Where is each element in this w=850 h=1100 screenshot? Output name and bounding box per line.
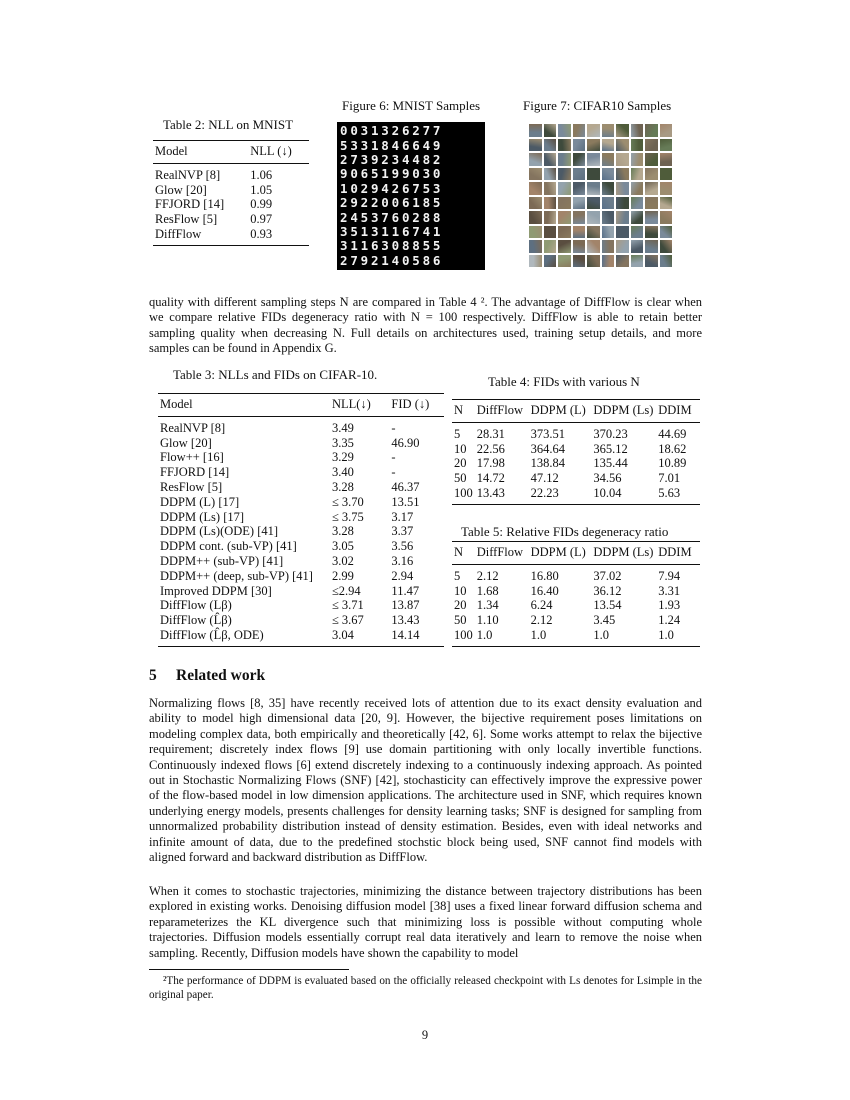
table-cell: 1.68	[476, 583, 499, 598]
table-cell: 3.49	[331, 420, 354, 435]
cifar-sample-tile	[631, 211, 644, 224]
table-cell: 13.43	[391, 613, 420, 628]
table-cell: 1.05	[250, 182, 273, 197]
cifar-sample-tile	[660, 182, 673, 195]
cifar-sample-tile	[587, 153, 600, 166]
table-cell: ≤ 3.75	[331, 509, 364, 524]
cifar-sample-tile	[631, 139, 644, 152]
table-cell: 1.0	[530, 627, 547, 642]
related-work-paragraph-2: When it comes to stochastic trajectories, minimizing the distance between trajectory distributions has been explored in existing works. Denoising diffusion model [38] uses a fixed linear forward diffusion schema and reparameterizes the KL divergence such that minimizing loss is possible without computing whole trajectories. Diffusion models essentially corrupt real data iteratively and learn to remove the noise when sampling. Recently, Diffusion models have shown the capability to model	[149, 884, 702, 960]
mnist-digit-row: 2922006185	[340, 195, 444, 211]
cifar-sample-tile	[616, 124, 629, 137]
figure6-caption: Figure 6: MNIST Samples	[342, 98, 481, 113]
table3-caption: Table 3: NLLs and FIDs on CIFAR-10.	[173, 367, 378, 382]
cifar-sample-tile	[544, 139, 557, 152]
cifar-sample-tile	[616, 255, 629, 268]
figure7-caption: Figure 7: CIFAR10 Samples	[523, 98, 672, 113]
mnist-digit-row: 3116308855	[340, 238, 444, 254]
cifar-sample-tile	[544, 124, 557, 137]
table-cell: 1.0	[476, 627, 493, 642]
table-cell: 5	[454, 568, 461, 583]
cifar-sample-tile	[587, 168, 600, 181]
table-cell: DiffFlow	[155, 226, 202, 241]
cifar-sample-tile	[660, 139, 673, 152]
table-row	[153, 197, 309, 212]
mnist-digit-row: 5331846649	[340, 137, 444, 153]
cifar-sample-tile	[529, 139, 542, 152]
cifar-sample-tile	[645, 182, 658, 195]
table-cell: DiffFlow (L̂β, ODE)	[160, 627, 264, 642]
cifar-sample-tile	[631, 168, 644, 181]
cifar-sample-tile	[631, 182, 644, 195]
cifar-sample-tile	[645, 139, 658, 152]
table-cell: DDPM++ (deep, sub-VP) [41]	[160, 568, 313, 583]
mnist-samples-image	[337, 122, 485, 270]
cifar-sample-tile	[631, 197, 644, 210]
section-title: Related work	[176, 667, 266, 684]
table-cell: 10	[454, 583, 467, 598]
cifar-sample-tile	[616, 226, 629, 239]
cifar-sample-tile	[660, 197, 673, 210]
table-cell: 1.0	[658, 627, 674, 642]
cifar-sample-tile	[529, 255, 542, 268]
table-cell: 36.12	[593, 583, 622, 598]
table-cell: 46.37	[391, 479, 420, 494]
related-work-paragraph-1: Normalizing flows [8, 35] have recently received lots of attention due to its exact density evaluation and ability to model high dimensional data [20, 9]. However, the bijective requirement poses limitations on modeling complex data, both empirically and theoretically [42, 6]. Some works attempt to relax the bijective requirement; discretely index flows [9] use domain partitioning with only locally invertible functions. Continuously indexed flows [6] extend discretely indexing to a continuously indexing approach. As pointed out in Stochastic Normalizing Flows (SNF) [42], stochasticity can effectively improve the expressive power of the flow-based model in low dimension applications. The architecture used in SNF, which requires known underlying energy models, presents challenges for density learning tasks; SNF is designed for sampling from unnormalized probability distribution instead of density estimation. Besides, even with ideal networks and infinite amount of data, due to the predefined stochstic block being used, SNF cannot find models with aligned forward and backward distribution as DiffFlow.	[149, 696, 702, 865]
cifar-sample-tile	[645, 226, 658, 239]
table-cell: 364.64	[530, 441, 565, 456]
mnist-digit-row: 3513116741	[340, 223, 444, 239]
table-row	[452, 442, 700, 457]
table-cell: 13.43	[476, 485, 505, 500]
cifar-sample-tile	[660, 168, 673, 181]
cifar-sample-tile	[645, 197, 658, 210]
cifar-sample-tile	[616, 168, 629, 181]
table-cell: 3.16	[391, 553, 414, 568]
table-cell: ResFlow [5]	[160, 479, 223, 494]
table-cell: 13.54	[593, 598, 622, 613]
cifar-sample-tile	[573, 226, 586, 239]
table-row	[158, 539, 444, 554]
table-row	[158, 584, 444, 599]
table-cell: 0.99	[250, 197, 273, 212]
cifar-sample-tile	[645, 255, 658, 268]
table-cell: Flow++ [16]	[160, 450, 224, 465]
cifar-sample-tile	[587, 182, 600, 195]
cifar-sample-tile	[573, 182, 586, 195]
table3-header-0: Model	[160, 397, 193, 411]
cifar-sample-tile	[587, 240, 600, 253]
table-cell: DDPM cont. (sub-VP) [41]	[160, 539, 297, 554]
table-cell: 22.23	[530, 485, 559, 500]
table-cell: 100	[454, 627, 473, 642]
cifar-sample-tile	[558, 153, 571, 166]
table-row	[153, 183, 309, 198]
table5-header-3: DDPM (Ls)	[593, 545, 654, 559]
cifar-sample-tile	[529, 240, 542, 253]
table4-header-3: DDPM (Ls)	[593, 403, 654, 417]
table-cell: 3.28	[331, 524, 354, 539]
cifar-sample-tile	[529, 124, 542, 137]
mnist-digit-row: 2453760288	[340, 209, 444, 225]
table-row	[158, 465, 444, 480]
cifar-sample-tile	[645, 240, 658, 253]
cifar-sample-tile	[616, 182, 629, 195]
cifar-sample-tile	[558, 255, 571, 268]
cifar-sample-tile	[573, 255, 586, 268]
table4-header-4: DDIM	[658, 403, 692, 417]
table-cell: Improved DDPM [30]	[160, 583, 272, 598]
table4-caption: Table 4: FIDs with various N	[488, 374, 640, 389]
table-cell: -	[391, 450, 396, 465]
cifar-sample-tile	[645, 168, 658, 181]
cifar-sample-tile	[544, 211, 557, 224]
table-cell: FFJORD [14]	[160, 465, 230, 480]
table-row	[158, 554, 444, 569]
table-row	[452, 422, 700, 441]
cifar-sample-tile	[631, 226, 644, 239]
table-cell: 50	[454, 613, 467, 628]
mnist-digit-row: 9065199030	[340, 166, 444, 182]
cifar-sample-tile	[602, 211, 615, 224]
table-cell: FFJORD [14]	[155, 197, 225, 212]
cifar-sample-tile	[544, 182, 557, 195]
cifar-sample-tile	[529, 153, 542, 166]
table-cell: 3.45	[593, 613, 616, 628]
cifar-sample-tile	[558, 197, 571, 210]
table-cell: ResFlow [5]	[155, 212, 218, 227]
cifar-sample-tile	[631, 153, 644, 166]
table-row	[452, 613, 700, 628]
table-row	[158, 416, 444, 435]
table-cell: DDPM++ (sub-VP) [41]	[160, 553, 284, 568]
cifar-sample-tile	[602, 226, 615, 239]
table3-header-2: FID (↓)	[391, 397, 430, 411]
cifar-sample-tile	[660, 211, 673, 224]
table3	[158, 393, 444, 647]
table4-header-0: N	[454, 403, 464, 417]
table-cell: 14.72	[476, 471, 505, 486]
cifar-sample-tile	[558, 226, 571, 239]
footnote: ²The performance of DDPM is evaluated based on the officially released checkpoint with Ls denotes for Lsimple in the original paper.	[149, 975, 702, 1001]
table5	[452, 541, 700, 647]
table-cell: DiffFlow (Lβ)	[160, 598, 232, 613]
table2-header-0: Model	[155, 144, 188, 158]
table-cell: 5.63	[658, 485, 681, 500]
table-row	[158, 450, 444, 465]
cifar-sample-tile	[602, 153, 615, 166]
table-row	[452, 471, 700, 486]
table3-header-1: NLL(↓)	[331, 397, 371, 411]
intro-paragraph: quality with different sampling steps N are compared in Table 4 ². The advantage of DiffFlow is clear when we compare relative FIDs degeneracy ratio with N = 100 respectively. DiffFlow is able to retain better sampling quality when decreasing N. Full details on architectures used, training setup details, and more samples can be found in Appendix G.	[149, 295, 702, 356]
table-row	[158, 569, 444, 584]
table-cell: 2.12	[476, 568, 499, 583]
cifar-sample-tile	[645, 153, 658, 166]
cifar-sample-tile	[573, 168, 586, 181]
table-cell: 14.14	[391, 627, 420, 642]
table-cell: 2.99	[331, 568, 354, 583]
cifar-sample-tile	[660, 124, 673, 137]
table-cell: 47.12	[530, 471, 559, 486]
table-cell: 10	[454, 441, 467, 456]
cifar-sample-tile	[587, 255, 600, 268]
table5-caption: Table 5: Relative FIDs degeneracy ratio	[461, 524, 669, 539]
cifar-sample-tile	[660, 255, 673, 268]
table-row	[153, 212, 309, 227]
cifar-sample-tile	[602, 240, 615, 253]
table-row	[158, 436, 444, 451]
table-cell: ≤ 3.67	[331, 613, 364, 628]
table-cell: 11.47	[391, 583, 420, 598]
cifar-sample-tile	[558, 182, 571, 195]
cifar-sample-tile	[573, 211, 586, 224]
table4-header-1: DiffFlow	[476, 403, 524, 417]
cifar-sample-tile	[602, 255, 615, 268]
table-cell: 365.12	[593, 441, 628, 456]
table-cell: 0.97	[250, 212, 273, 227]
table-cell: -	[391, 465, 396, 480]
table-row	[158, 613, 444, 628]
cifar-sample-tile	[558, 240, 571, 253]
table-cell: 2.94	[391, 568, 414, 583]
cifar-sample-tile	[660, 240, 673, 253]
cifar-sample-tile	[660, 153, 673, 166]
cifar10-samples-image	[529, 124, 672, 267]
cifar-sample-tile	[587, 124, 600, 137]
table2-header-1: NLL (↓)	[250, 144, 292, 158]
table-row	[158, 510, 444, 525]
table2	[153, 140, 309, 246]
table-cell: 7.94	[658, 568, 681, 583]
cifar-sample-tile	[544, 153, 557, 166]
table-row	[158, 598, 444, 613]
cifar-sample-tile	[616, 197, 629, 210]
table-cell: 2.12	[530, 613, 553, 628]
section-number: 5	[149, 667, 157, 684]
cifar-sample-tile	[645, 124, 658, 137]
table-cell: 10.04	[593, 485, 622, 500]
table-cell: 22.56	[476, 441, 505, 456]
table-cell: 1.24	[658, 613, 681, 628]
table2-caption: Table 2: NLL on MNIST	[163, 117, 294, 132]
table-cell: 1.93	[658, 598, 681, 613]
table4-header-2: DDPM (L)	[530, 403, 586, 417]
table-row	[158, 480, 444, 495]
cifar-sample-tile	[558, 211, 571, 224]
section-heading	[149, 667, 265, 685]
table-cell: RealNVP [8]	[155, 167, 221, 182]
cifar-sample-tile	[602, 168, 615, 181]
table-row	[158, 495, 444, 510]
table-cell: 3.37	[391, 524, 414, 539]
table-cell: DDPM (L) [17]	[160, 494, 240, 509]
table-row	[452, 456, 700, 471]
cifar-sample-tile	[558, 168, 571, 181]
page-number: 9	[421, 1028, 429, 1042]
cifar-sample-tile	[558, 124, 571, 137]
cifar-sample-tile	[558, 139, 571, 152]
table-cell: RealNVP [8]	[160, 420, 226, 435]
cifar-sample-tile	[529, 197, 542, 210]
cifar-sample-tile	[602, 124, 615, 137]
table-cell: 3.02	[331, 553, 354, 568]
table4	[452, 399, 700, 505]
table-cell: DDPM (Ls)(ODE) [41]	[160, 524, 279, 539]
table-cell: 3.56	[391, 539, 414, 554]
cifar-sample-tile	[616, 240, 629, 253]
table-cell: DDPM (Ls) [17]	[160, 509, 245, 524]
table-cell: 44.69	[658, 426, 687, 441]
table-cell: 0.93	[250, 226, 273, 241]
mnist-digit-row: 0031326277	[340, 123, 444, 139]
cifar-sample-tile	[660, 226, 673, 239]
table-cell: 13.87	[391, 598, 420, 613]
table-cell: 10.89	[658, 456, 687, 471]
table-row	[452, 628, 700, 646]
table5-header-4: DDIM	[658, 545, 692, 559]
table-cell: 50	[454, 471, 467, 486]
table-cell: Glow [20]	[155, 182, 207, 197]
table-cell: 3.04	[331, 627, 354, 642]
table-cell: 3.28	[331, 479, 354, 494]
table-cell: 13.51	[391, 494, 420, 509]
table-cell: 34.56	[593, 471, 622, 486]
table-cell: 20	[454, 456, 467, 471]
table-cell: DiffFlow (L̂β)	[160, 613, 232, 628]
table-cell: 3.35	[331, 435, 354, 450]
table-cell: Glow [20]	[160, 435, 212, 450]
table-cell: 1.06	[250, 167, 273, 182]
cifar-sample-tile	[602, 182, 615, 195]
table-cell: 1.0	[593, 627, 610, 642]
table-cell: 7.01	[658, 471, 681, 486]
table-row	[153, 163, 309, 182]
cifar-sample-tile	[529, 226, 542, 239]
cifar-sample-tile	[529, 168, 542, 181]
cifar-sample-tile	[616, 153, 629, 166]
table-cell: 1.34	[476, 598, 499, 613]
cifar-sample-tile	[573, 153, 586, 166]
table-cell: ≤ 3.71	[331, 598, 364, 613]
cifar-sample-tile	[587, 211, 600, 224]
table-cell: 37.02	[593, 568, 622, 583]
table-cell: 3.17	[391, 509, 414, 524]
cifar-sample-tile	[573, 197, 586, 210]
cifar-sample-tile	[587, 226, 600, 239]
table-cell: 100	[454, 485, 473, 500]
table5-header-2: DDPM (L)	[530, 545, 586, 559]
mnist-digit-row: 2739234482	[340, 151, 444, 167]
table-cell: 6.24	[530, 598, 553, 613]
table5-header-0: N	[454, 545, 464, 559]
table-cell: ≤ 3.70	[331, 494, 364, 509]
table-row	[452, 486, 700, 504]
table-cell: 16.40	[530, 583, 559, 598]
table-cell: 28.31	[476, 426, 505, 441]
table5-header-1: DiffFlow	[476, 545, 524, 559]
cifar-sample-tile	[544, 197, 557, 210]
table-row	[452, 584, 700, 599]
table-cell: 3.31	[658, 583, 681, 598]
table-cell: 370.23	[593, 426, 628, 441]
cifar-sample-tile	[529, 182, 542, 195]
table-row	[452, 598, 700, 613]
cifar-sample-tile	[544, 168, 557, 181]
table-cell: 3.05	[331, 539, 354, 554]
cifar-sample-tile	[602, 197, 615, 210]
cifar-sample-tile	[587, 139, 600, 152]
cifar-sample-tile	[631, 124, 644, 137]
cifar-sample-tile	[587, 197, 600, 210]
table-cell: 1.10	[476, 613, 499, 628]
cifar-sample-tile	[616, 211, 629, 224]
table-cell: 3.40	[331, 465, 354, 480]
mnist-digit-row: 2792140586	[340, 252, 444, 268]
footnote-rule	[149, 969, 349, 970]
table-cell: 46.90	[391, 435, 420, 450]
cifar-sample-tile	[573, 139, 586, 152]
cifar-sample-tile	[602, 139, 615, 152]
cifar-sample-tile	[645, 211, 658, 224]
table-cell: 18.62	[658, 441, 687, 456]
cifar-sample-tile	[544, 255, 557, 268]
table-cell: ≤2.94	[331, 583, 361, 598]
table-cell: 138.84	[530, 456, 565, 471]
mnist-digit-row: 1029426753	[340, 180, 444, 196]
table-row	[158, 628, 444, 646]
table-cell: 5	[454, 426, 461, 441]
table-cell: 17.98	[476, 456, 505, 471]
table-row	[452, 564, 700, 583]
cifar-sample-tile	[631, 255, 644, 268]
table-cell: 16.80	[530, 568, 559, 583]
cifar-sample-tile	[573, 240, 586, 253]
table-cell: 373.51	[530, 426, 565, 441]
table-cell: 135.44	[593, 456, 628, 471]
cifar-sample-tile	[544, 240, 557, 253]
table-row	[153, 227, 309, 245]
table-cell: -	[391, 420, 396, 435]
cifar-sample-tile	[544, 226, 557, 239]
table-cell: 3.29	[331, 450, 354, 465]
cifar-sample-tile	[529, 211, 542, 224]
table-cell: 20	[454, 598, 467, 613]
cifar-sample-tile	[616, 139, 629, 152]
cifar-sample-tile	[573, 124, 586, 137]
table-row	[158, 524, 444, 539]
cifar-sample-tile	[631, 240, 644, 253]
